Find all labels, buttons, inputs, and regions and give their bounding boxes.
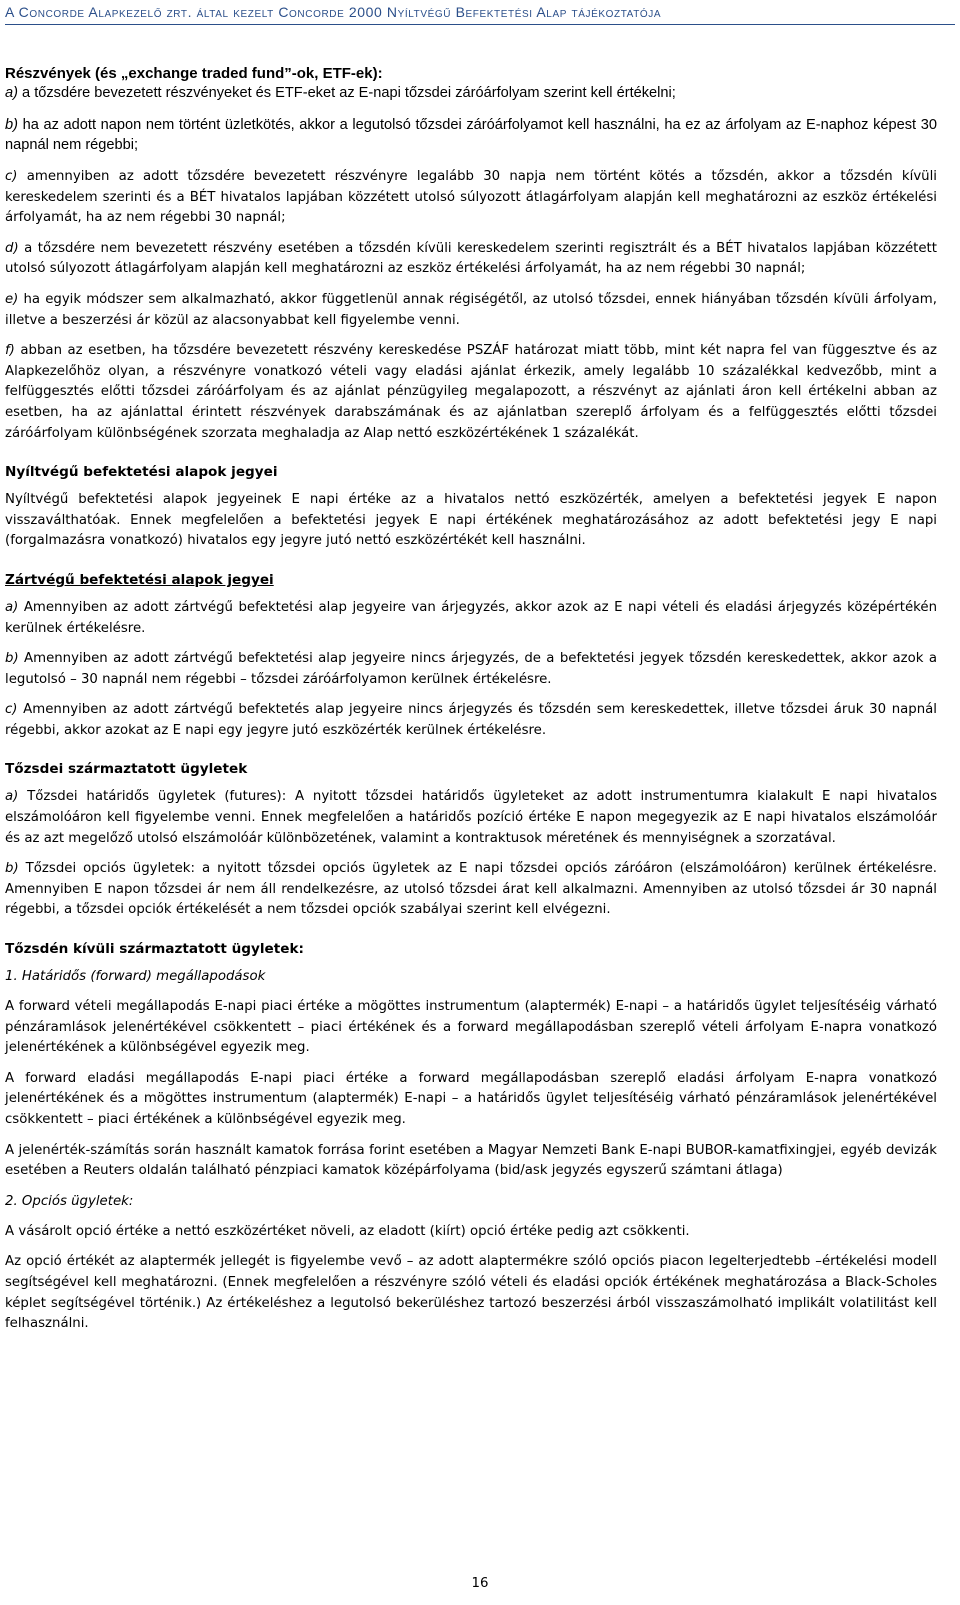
subsection-options: 2. Opciós ügyletek: — [5, 1193, 134, 1209]
shares-item-c — [5, 167, 937, 229]
item-label: b) — [5, 117, 18, 133]
section-heading-shares: Részvények (és „exchange traded fund”-ok, ETF-ek): — [5, 65, 383, 82]
item-text: abban az esetben, ha tőzsdére bevezetett részvény kereskedése PSZÁF határozat miatt több, mint két napra fel van függesztve és az Alapkezelőhöz olyan, a részvényre vonatkozó vételi vagy eladási ajánlat érkezik, amely legalább 10 százalékkal kedvezőbb, mint a felfüggesztés előtti tőzsdei záróárfolyam és az ajánlat pénzügyileg megalapozott, a részvényt az ajánlati áron kell értékelni abban az esetben, ha az ajánlattal érintett részvények darabszámának és az ajánlatban szereplő árfolyam és a felfüggesztés előtti tőzsdei záróárfolyam különbségének szorzata meghaladja az Alap nettó eszközértékének 1 százalékát. — [5, 343, 937, 441]
item-label: e) — [5, 291, 19, 307]
otc-paragraph-2: A forward eladási megállapodás E-napi piaci értéke a forward megállapodásban szereplő eladási árfolyam E-napra vonatkozó jelenértékének és a mögöttes instrumentum (alaptermék) E-napi – a határidős ügylet teljesítéséig várható pénzáramlások jelenértékével csökkentett – piaci értékének a különbségével egyezik meg. — [5, 1070, 937, 1127]
item-label: a) — [5, 789, 19, 805]
exchange-derivatives-item-a — [5, 787, 937, 849]
item-text: a tőzsdére nem bevezetett részvény esetében a tőzsdén kívüli kereskedelem szerinti regisztrált és a BÉT hivatalos lapjában közzétett utolsó súlyozott átlagárfolyam alapján kell meghatározni az eszköz értékelési árfolyamát, ha az nem régebbi 30 napnál; — [5, 240, 937, 277]
section-title-open-ended: Nyíltvégű befektetési alapok jegyei — [5, 464, 278, 481]
item-text: Amennyiben az adott zártvégű befektetés alap jegyeire nincs árjegyzés és tőzsdén sem kereskedettek, illetve tőzsdei áruk 30 napnál régebbi, akkor azokat az E napi egy jegyre jutó eszközérték kerülnek értékelésre. — [5, 702, 938, 738]
item-label: b) — [5, 651, 19, 667]
open-ended-text: Nyíltvégű befektetési alapok jegyeinek E napi értéke az a hivatalos nettó eszközérték, amelyen a befektetési jegyek E napon visszaválthatóak. Ennek megfelelően a befektetési jegyek E napi értékének meghatározásához az adott befektetési jegy E napi (forgalmazásra vonatkozó) hivatalos egy jegyre jutó nettó eszközértékét kell használni. — [5, 492, 937, 549]
section-title-closed-ended — [5, 570, 937, 590]
document-body — [5, 64, 937, 1345]
exchange-derivatives-item-b — [5, 859, 937, 921]
item-label: a) — [5, 599, 19, 615]
item-label: f) — [5, 343, 15, 359]
shares-item-b — [5, 115, 937, 155]
otc-paragraph-4: A vásárolt opció értéke a nettó eszközértéket növeli, az eladott (kiírt) opció értéke pedig azt csökkenti. — [5, 1223, 690, 1239]
item-label: c) — [5, 169, 18, 184]
item-text: Amennyiben az adott zártvégű befektetési alap jegyeire nincs árjegyzés, de a befektetési jegyek tőzsdén kereskedettek, akkor azok a legutolsó – 30 napnál nem régebbi – tőzsdei záróárfolyamon kerülnek értékelésre. — [5, 651, 938, 687]
item-label: a) — [5, 85, 18, 101]
subsection-forward: 1. Határidős (forward) megállapodások — [5, 969, 266, 985]
shares-item-e — [5, 290, 937, 331]
section-title-exchange-derivatives: Tőzsdei származtatott ügyletek — [5, 761, 248, 778]
shares-item-f — [5, 341, 937, 444]
shares-item-d — [5, 239, 937, 280]
running-header: A Concorde Alapkezelő zrt. által kezelt Concorde 2000 Nyíltvégű Befektetési Alap tájékoztatója — [5, 4, 662, 20]
item-text: Tőzsdei opciós ügyletek: a nyitott tőzsdei opciós ügyletek az E napi tőzsdei opciós záróáron (elszámolóáron) kerülnek értékelésre. Amennyiben E napon tőzsdei ár nem áll rendelkezésre, az utolsó tőzsdei árat kell alkalmazni. Amennyiben az utolsó tőzsdei ár 30 napnál régebbi, a tőzsdei opciók értékelését a nem tőzsdei opciók szabályai szerint kell elvégezni. — [5, 861, 937, 918]
section-title-otc-derivatives: Tőzsdén kívüli származtatott ügyletek: — [5, 941, 304, 958]
item-text: Amennyiben az adott zártvégű befektetési alap jegyeire van árjegyzés, akkor azok az E napi vételi és eladási árjegyzés középértékén kerülnek értékelésre. — [5, 599, 937, 636]
closed-ended-item-a — [5, 598, 937, 639]
item-label: b) — [5, 861, 19, 877]
otc-paragraph-5: Az opció értékét az alaptermék jellegét is figyelembe vevő – az adott alaptermékre szóló opciós piacon legelterjedtebb –értékelési modell segítségével kell meghatározni. (Ennek megfelelően a részvényre szóló vételi és eladási opciók értékének meghatározása a Black-Scholes képlet segítségével történik.) Az értékeléshez a legutolsó bekerüléshez tartozó beszerzési árból visszaszámolható implikált volatilitást kell felhasználni. — [5, 1254, 937, 1332]
otc-paragraph-3: A jelenérték-számítás során használt kamatok forrása forint esetében a Magyar Nemzeti Bank E-napi BUBOR-kamatfixingjei, egyéb devizák esetében a Reuters oldalán található pénzpiaci kamatok középárfolyama (bid/ask jegyzés egyszerű számtani átlaga) — [5, 1142, 937, 1179]
page-number: 16 — [471, 1576, 489, 1591]
header-divider — [5, 24, 955, 25]
section-title-text: Zártvégű befektetési alapok jegyei — [5, 571, 274, 588]
closed-ended-item-c — [5, 700, 937, 741]
otc-paragraph-1: A forward vételi megállapodás E-napi piaci értéke a mögöttes instrumentum (alaptermék) E-napi – a határidős ügylet teljesítéséig várható pénzáramlások jelenértékével csökkentett – piaci értékének és a forward megállapodásban szereplő vételi árfolyam E-napra vonatkozó jelenértékének a különbségével egyezik meg. — [5, 999, 937, 1056]
item-text: ha egyik módszer sem alkalmazható, akkor függetlenül annak régiségétől, az utolsó tőzsdei, ennek hiányában tőzsdén kívüli árfolyam, illetve a beszerzési ár közül az alacsonyabbat kell figyelembe venni. — [5, 291, 937, 328]
item-text: ha az adott napon nem történt üzletkötés, akkor a legutolsó tőzsdei záróárfolyamot kell használni, ha ez az árfolyam az E-naphoz képest 30 napnál nem régebbi; — [5, 117, 937, 153]
item-text: amennyiben az adott tőzsdére bevezetett részvényre legalább 30 napja nem történt kötés a tőzsdén, akkor a tőzsdén kívüli kereskedelem szerinti és a BÉT hivatalos lapjában közzétett utolsó súlyozott átlagárfolyam alapján kell meghatározni az eszköz értékelési árfolyamát, ha az nem régebbi 30 napnál; — [5, 169, 937, 226]
item-label: c) — [5, 702, 18, 718]
item-text: a tőzsdére bevezetett részvényeket és ETF-eket az E-napi tőzsdei záróárfolyam szerint kell értékelni; — [22, 85, 676, 101]
shares-item-a — [5, 83, 937, 103]
closed-ended-item-b — [5, 649, 937, 690]
item-text: Tőzsdei határidős ügyletek (futures): A nyitott tőzsdei határidős ügyleteket az adott instrumentumra kialakult E napi hivatalos elszámolóáron kell figyelembe venni. Ennek megfelelően a határidős pozíció értéke E napon megegyezik az E napi hivatalos elszámolóár és az azt megelőző utolsó elszámolóár különbözetének, valamint a kontraktusok méretének és mennyiségnek a szorzatával. — [5, 789, 937, 846]
item-label: d) — [5, 240, 19, 256]
